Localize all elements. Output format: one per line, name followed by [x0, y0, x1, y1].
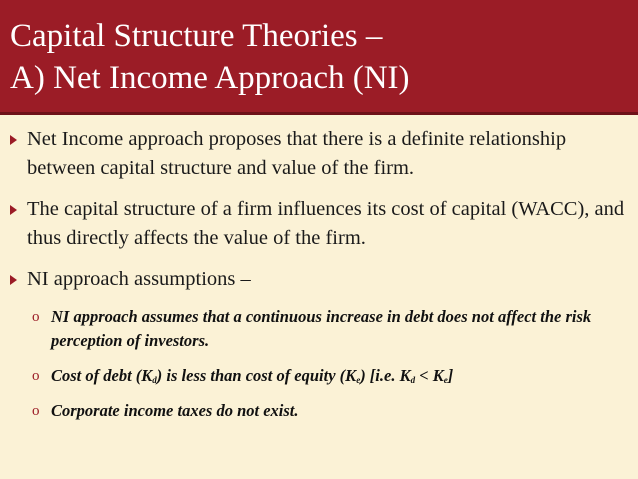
circle-bullet-icon: o — [32, 368, 40, 384]
bullet-1-text: Net Income approach proposes that there is a definite relationship between capital structure and value of the firm. — [27, 128, 567, 179]
sub-bullet-3 — [32, 399, 622, 423]
sub-bullet-2-part-d: < K — [415, 366, 444, 385]
sub-bullet-1 — [32, 305, 622, 353]
sub-bullet-2-part-e: ] — [447, 366, 454, 385]
slide-title-line-2: A) Net Income Approach (NI) — [10, 60, 410, 96]
sub-bullet-1-text: NI approach assumes that a continuous increase in debt does not affect the risk perception of investors. — [51, 307, 592, 350]
circle-bullet-icon: o — [32, 309, 40, 325]
bullet-3-text: NI approach assumptions – — [27, 268, 251, 290]
bullet-3 — [10, 265, 625, 294]
sub-bullet-3-text: Corporate income taxes do not exist. — [51, 401, 299, 420]
bullet-arrow-icon — [10, 275, 17, 285]
title-bar — [0, 0, 638, 115]
subscript-e: e — [443, 375, 448, 385]
sub-bullet-2-part-b: ) is less than cost of equity (K — [156, 366, 357, 385]
bullet-1 — [10, 125, 625, 183]
bullet-arrow-icon — [10, 135, 17, 145]
bullet-arrow-icon — [10, 205, 17, 215]
sub-bullet-2 — [32, 364, 622, 392]
slide-title-line-1: Capital Structure Theories – — [10, 18, 383, 54]
sub-bullet-2-text — [32, 364, 622, 392]
subscript-d: d — [152, 375, 157, 385]
bullet-2-text: The capital structure of a firm influences its cost of capital (WACC), and thus directly affects the value of the firm. — [27, 198, 625, 249]
sub-bullet-2-part-c: ) [i.e. K — [360, 366, 411, 385]
circle-bullet-icon: o — [32, 403, 40, 419]
subscript-d: d — [410, 375, 416, 385]
subscript-e: e — [356, 375, 361, 385]
sub-bullet-2-part-a: Cost of debt (K — [51, 366, 153, 385]
bullet-2 — [10, 195, 625, 253]
